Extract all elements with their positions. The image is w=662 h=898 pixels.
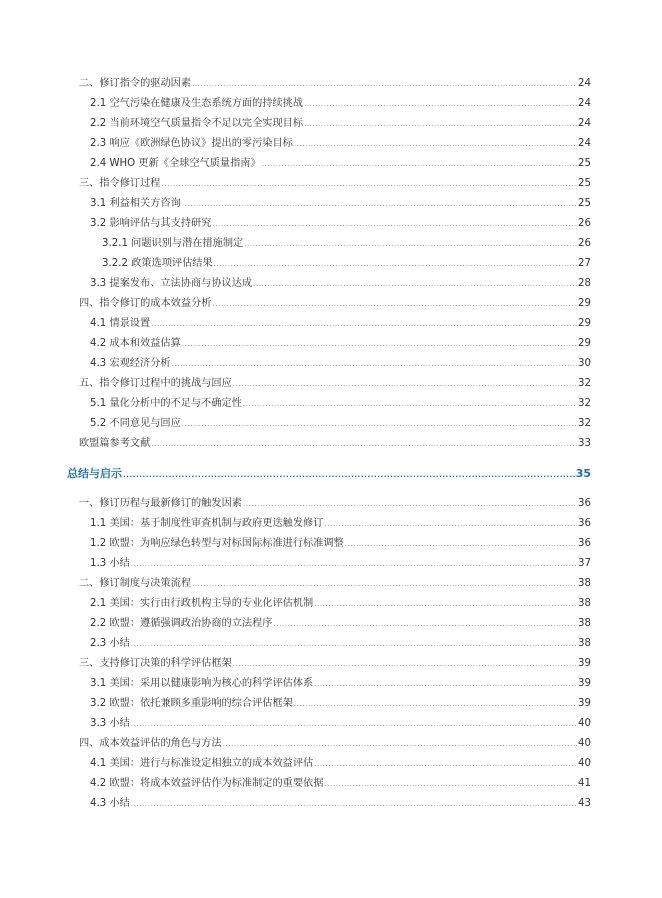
toc-entry-title: 三、支持修订决策的科学评估框架 bbox=[79, 658, 232, 669]
dot-leader bbox=[273, 616, 577, 632]
toc-entry-section[interactable] bbox=[90, 536, 591, 552]
toc-entry-section[interactable] bbox=[90, 716, 591, 732]
toc-entry-section[interactable] bbox=[90, 276, 591, 292]
toc-entry-title: 2.2 欧盟：遵循强调政治协商的立法程序 bbox=[90, 618, 273, 629]
toc-entry-page: 28 bbox=[578, 278, 591, 289]
dot-leader bbox=[162, 176, 578, 192]
toc-entry-section[interactable] bbox=[90, 776, 591, 792]
toc-entry-title: 四、成本效益评估的角色与方法 bbox=[79, 738, 222, 749]
toc-entry-title: 3.1 利益相关方咨询 bbox=[90, 198, 181, 209]
toc-entry-section[interactable] bbox=[90, 136, 591, 152]
toc-entry-section[interactable] bbox=[90, 316, 591, 332]
toc-entry-subsection[interactable] bbox=[102, 236, 591, 252]
toc-entry-page: 37 bbox=[578, 558, 591, 569]
dot-leader bbox=[304, 116, 577, 132]
dot-leader bbox=[345, 536, 577, 552]
dot-leader bbox=[314, 676, 577, 692]
toc-entry-page: 36 bbox=[578, 518, 591, 529]
toc-entry-section[interactable] bbox=[90, 516, 591, 532]
toc-entry-title: 2.1 空气污染在健康及生态系统方面的持续挑战 bbox=[90, 98, 304, 109]
toc-entry-part[interactable] bbox=[67, 466, 591, 482]
dot-leader bbox=[262, 156, 577, 172]
toc-entry-section[interactable] bbox=[90, 356, 591, 372]
toc-entry-page: 29 bbox=[578, 338, 591, 349]
toc-entry-title: 3.2.2 政策选项评估结果 bbox=[102, 258, 213, 269]
toc-entry-page: 38 bbox=[578, 638, 591, 649]
toc-entry-title: 1.1 美国：基于制度性审查机制与政府更迭触发修订 bbox=[90, 518, 324, 529]
toc-entry-section[interactable] bbox=[90, 696, 591, 712]
dot-leader bbox=[151, 316, 577, 332]
toc-entry-page: 43 bbox=[578, 798, 591, 809]
toc-entry-title: 总结与启示 bbox=[67, 467, 122, 480]
toc-entry-title: 3.1 美国：采用以健康影响为核心的科学评估体系 bbox=[90, 678, 314, 689]
toc-entry-page: 39 bbox=[578, 698, 591, 709]
dot-leader bbox=[212, 296, 577, 312]
dot-leader bbox=[151, 436, 577, 452]
toc-entry-chapter[interactable] bbox=[79, 496, 591, 512]
toc-entry-title: 4.2 成本和效益估算 bbox=[90, 338, 181, 349]
toc-entry-page: 40 bbox=[578, 758, 591, 769]
toc-entry-title: 3.2 影响评估与其支持研究 bbox=[90, 218, 212, 229]
toc-entry-section[interactable] bbox=[90, 116, 591, 132]
toc-entry-section[interactable] bbox=[90, 96, 591, 112]
dot-leader bbox=[182, 196, 577, 212]
toc-entry-page: 36 bbox=[578, 538, 591, 549]
toc-entry-subsection[interactable] bbox=[102, 256, 591, 272]
toc-entry-page: 29 bbox=[578, 298, 591, 309]
toc-entry-page: 32 bbox=[578, 418, 591, 429]
toc-entry-title: 4.3 宏观经济分析 bbox=[90, 358, 171, 369]
toc-entry-section[interactable] bbox=[90, 596, 591, 612]
dot-leader bbox=[324, 776, 577, 792]
dot-leader bbox=[294, 136, 577, 152]
toc-entry-page: 24 bbox=[578, 78, 591, 89]
toc-entry-page: 41 bbox=[578, 778, 591, 789]
toc-entry-title: 五、指令修订过程中的挑战与回应 bbox=[79, 378, 232, 389]
toc-entry-title: 4.3 小结 bbox=[90, 798, 130, 809]
toc-entry-title: 4.1 美国：进行与标准设定相独立的成本效益评估 bbox=[90, 758, 314, 769]
dot-leader bbox=[233, 656, 577, 672]
toc-entry-section[interactable] bbox=[90, 756, 591, 772]
toc-entry-title: 二、修订指令的驱动因素 bbox=[79, 78, 192, 89]
toc-entry-section[interactable] bbox=[90, 556, 591, 572]
dot-leader bbox=[131, 636, 577, 652]
toc-entry-section[interactable] bbox=[90, 216, 591, 232]
toc-entry-title: 3.2.1 问题识别与潜在措施制定 bbox=[102, 238, 244, 249]
toc-entry-page: 39 bbox=[578, 678, 591, 689]
toc-entry-chapter[interactable] bbox=[79, 656, 591, 672]
toc-entry-page: 24 bbox=[578, 138, 591, 149]
toc-entry-chapter[interactable] bbox=[79, 576, 591, 592]
dot-leader bbox=[182, 416, 577, 432]
toc-entry-page: 40 bbox=[578, 718, 591, 729]
toc-entry-title: 三、指令修订过程 bbox=[79, 178, 161, 189]
toc-entry-page: 30 bbox=[578, 358, 591, 369]
toc-entry-page: 25 bbox=[578, 158, 591, 169]
dot-leader bbox=[243, 396, 577, 412]
toc-entry-section[interactable] bbox=[90, 336, 591, 352]
toc-entry-title: 四、指令修订的成本效益分析 bbox=[79, 298, 212, 309]
dot-leader bbox=[314, 756, 577, 772]
dot-leader bbox=[214, 256, 577, 272]
toc-entry-title: 5.2 不同意见与回应 bbox=[90, 418, 181, 429]
toc-entry-title: 2.1 美国：实行由行政机构主导的专业化评估机制 bbox=[90, 598, 314, 609]
toc-entry-chapter[interactable] bbox=[79, 176, 591, 192]
toc-entry-page: 24 bbox=[578, 118, 591, 129]
dot-leader bbox=[192, 76, 577, 92]
dot-leader bbox=[324, 516, 577, 532]
toc-entry-title: 5.1 量化分析中的不足与不确定性 bbox=[90, 398, 242, 409]
toc-entry-page: 38 bbox=[578, 578, 591, 589]
toc-entry-section[interactable] bbox=[90, 156, 591, 172]
dot-leader bbox=[294, 696, 577, 712]
toc-entry-title: 4.1 情景设置 bbox=[90, 318, 151, 329]
toc-entry-page: 29 bbox=[578, 318, 591, 329]
toc-entry-section[interactable] bbox=[90, 416, 591, 432]
toc-entry-chapter[interactable] bbox=[79, 376, 591, 392]
toc-entry-title: 3.3 提案发布、立法协商与协议达成 bbox=[90, 278, 253, 289]
toc-entry-page: 36 bbox=[578, 498, 591, 509]
toc-entry-page: 24 bbox=[578, 98, 591, 109]
toc-entry-title: 3.3 小结 bbox=[90, 718, 130, 729]
dot-leader bbox=[131, 556, 577, 572]
toc-entry-page: 32 bbox=[578, 398, 591, 409]
toc-entry-section[interactable] bbox=[90, 616, 591, 632]
dot-leader bbox=[233, 376, 577, 392]
toc-entry-chapter[interactable] bbox=[79, 736, 591, 752]
dot-leader bbox=[123, 467, 575, 483]
toc-entry-title: 1.2 欧盟：为响应绿色转型与对标国际标准进行标准调整 bbox=[90, 538, 344, 549]
dot-leader bbox=[131, 716, 577, 732]
dot-leader bbox=[131, 796, 577, 812]
toc-entry-section[interactable] bbox=[90, 796, 591, 812]
dot-leader bbox=[244, 236, 577, 252]
toc-entry-page: 32 bbox=[578, 378, 591, 389]
toc-entry-page: 26 bbox=[578, 218, 591, 229]
dot-leader bbox=[192, 576, 577, 592]
toc-entry-title: 1.3 小结 bbox=[90, 558, 130, 569]
toc-entry-chapter[interactable] bbox=[79, 296, 591, 312]
toc-entry-title: 一、修订历程与最新修订的触发因素 bbox=[79, 498, 242, 509]
toc-entry-title: 3.2 欧盟：依托兼顾多重影响的综合评估框架 bbox=[90, 698, 293, 709]
toc-entry-title: 2.3 响应《欧洲绿色协议》提出的零污染目标 bbox=[90, 138, 293, 149]
toc-entry-page: 39 bbox=[578, 658, 591, 669]
toc-entry-section[interactable] bbox=[90, 676, 591, 692]
dot-leader bbox=[182, 336, 577, 352]
toc-entry-title: 二、修订制度与决策流程 bbox=[79, 578, 192, 589]
toc-entry-page: 25 bbox=[578, 178, 591, 189]
dot-leader bbox=[253, 276, 577, 292]
toc-entry-section[interactable] bbox=[90, 636, 591, 652]
dot-leader bbox=[223, 736, 577, 752]
toc-entry-title: 2.3 小结 bbox=[90, 638, 130, 649]
toc-entry-section[interactable] bbox=[90, 396, 591, 412]
toc-entry-page: 40 bbox=[578, 738, 591, 749]
dot-leader bbox=[314, 596, 577, 612]
toc-entry-page: 38 bbox=[578, 598, 591, 609]
toc-entry-page: 27 bbox=[578, 258, 591, 269]
dot-leader bbox=[243, 496, 577, 512]
toc-entry-chapter[interactable] bbox=[79, 76, 591, 92]
toc-entry-title: 2.2 当前环境空气质量指令不足以完全实现目标 bbox=[90, 118, 304, 129]
toc-entry-page: 38 bbox=[578, 618, 591, 629]
toc-entry-references[interactable] bbox=[79, 436, 591, 452]
dot-leader bbox=[212, 216, 577, 232]
toc-entry-title: 2.4 WHO 更新《全球空气质量指南》 bbox=[90, 158, 261, 169]
toc-entry-page: 35 bbox=[575, 467, 591, 480]
dot-leader bbox=[172, 356, 577, 372]
toc-entry-page: 25 bbox=[578, 198, 591, 209]
toc-entry-page: 33 bbox=[578, 438, 591, 449]
toc-entry-page: 26 bbox=[578, 238, 591, 249]
toc-entry-title: 欧盟篇参考文献 bbox=[79, 438, 151, 449]
toc-entry-title: 4.2 欧盟：将成本效益评估作为标准制定的重要依据 bbox=[90, 778, 324, 789]
toc-entry-section[interactable] bbox=[90, 196, 591, 212]
dot-leader bbox=[304, 96, 577, 112]
